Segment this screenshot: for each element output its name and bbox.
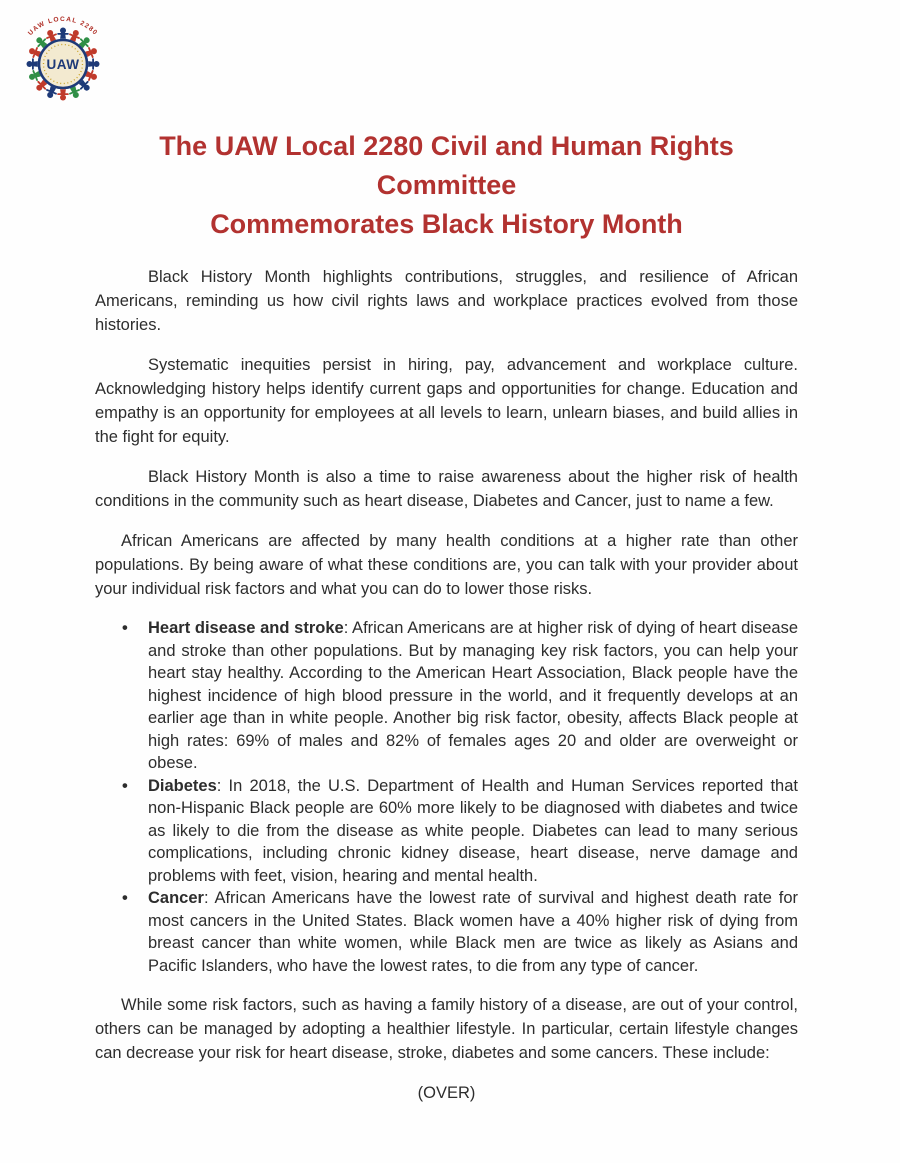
logo-center-text: UAW (46, 57, 80, 72)
document-body (95, 0, 798, 1105)
list-item-heart-disease (95, 617, 798, 775)
page-title (95, 127, 798, 244)
health-conditions-list (95, 617, 798, 977)
list-item-diabetes (95, 775, 798, 888)
over-label (95, 1081, 798, 1105)
paragraph-intro: Black History Month highlights contributions, struggles, and resilience of African Americans, reminding us how civil rights laws and workplace practices evolved from those histories. (95, 268, 798, 334)
page-title-line1: The UAW Local 2280 Civil and Human Rights Committee (159, 131, 734, 200)
paragraph-closing: While some risk factors, such as having a family history of a disease, are out of your control, others can be managed by adopting a healthier lifestyle. In particular, certain lifestyle changes can decrease your risk for heart disease, stroke, diabetes and some cancers. These include: (95, 996, 798, 1062)
paragraph-inequities: Systematic inequities persist in hiring, pay, advancement and workplace culture. Acknowledging history helps identify current gaps and opportunities for change. Education and empathy is an opportunity for employees at all levels to learn, unlearn biases, and build allies in the fight for equity. (95, 356, 798, 446)
logo-arc-text: UAW LOCAL 2280 (27, 15, 100, 38)
paragraph-health-conditions: African Americans are affected by many health conditions at a higher rate than other populations. By being aware of what these conditions are, you can talk with your provider about your individual risk factors and what you can do to lower those risks. (95, 532, 798, 598)
list-item-lead: Diabetes (148, 776, 217, 795)
over-label-text: (OVER) (417, 1084, 476, 1102)
list-item-lead: Cancer (148, 889, 204, 907)
list-item-text: : In 2018, the U.S. Department of Health and Human Services reported that non-Hispanic Black people are 60% more likely to be diagnosed with diabetes and twice as likely to die from the disease as white people. Diabetes can lead to many serious complications, including chronic kidney disease, heart disease, nerve damage and problems with feet, vision, hearing and mental health. (148, 776, 798, 885)
paragraph-awareness: Black History Month is also a time to raise awareness about the higher risk of health conditions in the community such as heart disease, Diabetes and Cancer, just to name a few. (95, 468, 798, 510)
page-title-line2: Commemorates Black History Month (210, 209, 683, 239)
list-item-lead: Heart disease and stroke (148, 619, 344, 637)
list-item-cancer (95, 887, 798, 977)
list-item-text: : African Americans have the lowest rate of survival and highest death rate for most cancers in the United States. Black women have a 40% higher risk of dying from breast cancer than white women, while Black men are twice as likely as Asians and Pacific Islanders, who have the lowest rates, to die from any type of cancer. (148, 889, 798, 975)
list-item-text: : African Americans are at higher risk of dying of heart disease and stroke than other populations. But by managing key risk factors, you can help your heart stay healthy. According to the American Heart Association, Black people have the highest incidence of high blood pressure in the world, and it frequently develops at an earlier age than in white people. Another big risk factor, obesity, affects Black people at high rates: 69% of males and 82% of females ages 20 and older are overweight or obese. (148, 619, 798, 772)
